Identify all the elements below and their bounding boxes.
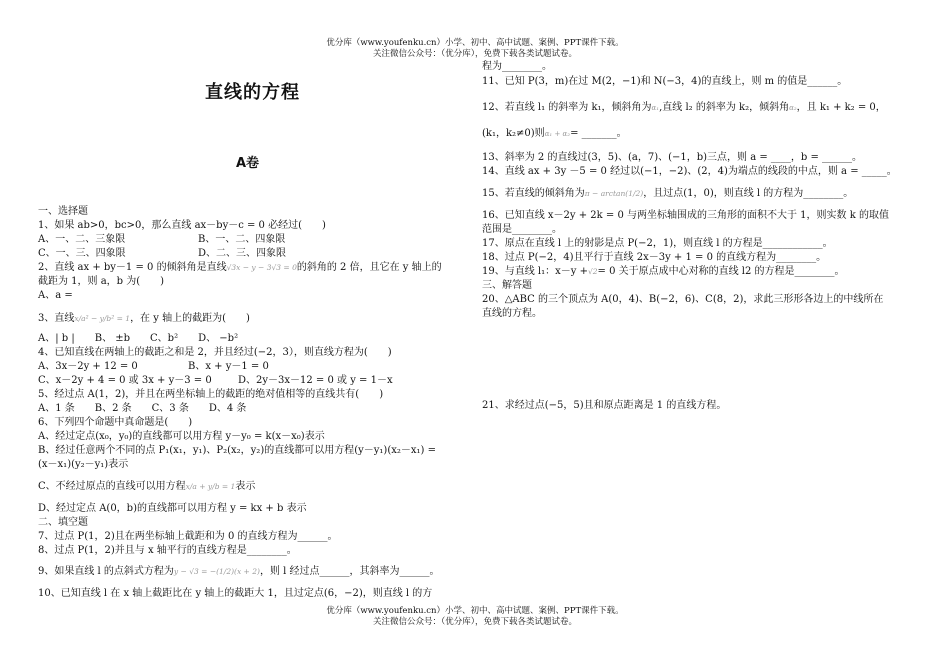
page-header [0, 38, 950, 60]
question-1-options-cd [38, 247, 468, 261]
q1-option-a: A、一、二、三象限 [38, 234, 126, 245]
q3-formula: x/a² − y/b² = 1 [74, 314, 131, 323]
q1-option-b: B、一、二、四象限 [198, 234, 286, 245]
footer-line-2: 关注微信公众号：（优分库），免费下载各类试题试卷。 [372, 617, 577, 627]
question-3 [38, 312, 468, 326]
header-line-1: 优分库（www.youfenku.cn）小学、初中、高中试题、案例、PPT课件下载。 [326, 38, 624, 48]
q15-text: 15、若直线的倾斜角为 [482, 188, 585, 199]
header-line-2: 关注微信公众号：（优分库），免费下载各类试题试卷。 [372, 49, 577, 59]
q19-formula: √2 [587, 267, 598, 276]
section-a-heading: A卷 [236, 156, 260, 171]
q12-alpha2: α₂ [789, 104, 797, 112]
q6-option-d: D、经过定点 A(0，b)的直线都可以用方程 y = kx + b 表示 [38, 503, 307, 514]
question-4: 4、已知直线在两轴上的截距之和是 2，并且经过(−2，3），则直线方程为( ) [38, 347, 392, 358]
question-1: 1、如果 ab>0，bc>0，那么直线 ax－by－c = 0 必经过( ) [38, 220, 326, 231]
question-2 [38, 261, 468, 275]
q12-text: 12、若直线 l₁ 的斜率为 k₁，倾斜角为 [482, 102, 652, 113]
question-21: 21、求经过点(−5，5)且和原点距离是 1 的直线方程。 [482, 400, 727, 411]
question-20: 20、△ABC 的三个顶点为 A(0，4)、B(−2，6)、C(8，2)，求此三形形各边上的中线所在 [482, 294, 884, 305]
q1-option-d: D、二、三、四象限 [198, 248, 287, 259]
q4-option-c: C、x－2y + 4 = 0 或 3x + y－3 = 0 [38, 375, 212, 386]
q12-line2-text: (k₁，k₂≠0)则 [482, 128, 545, 139]
document-title: 直线的方程 [205, 82, 300, 103]
question-12-line-2 [482, 127, 922, 141]
question-9 [38, 565, 468, 579]
q3-text-post: ，在 y 轴上的截距为( ) [130, 313, 250, 324]
question-15 [482, 187, 922, 201]
question-5-options: A、1 条 B、2 条 C、3 条 D、4 条 [38, 403, 247, 414]
q4-option-a: A、3x－2y + 12 = 0 [38, 361, 138, 372]
q2-text-post: 的斜角的 2 倍，且它在 y 轴上的 [296, 262, 442, 273]
q9-text-post: ，则 l 经过点______，其斜率为______。 [259, 566, 440, 577]
section-choice-heading: 一、选择题 [38, 206, 88, 217]
q9-text: 9、如果直线 l 的点斜式方程为 [38, 566, 174, 577]
question-7: 7、过点 P(1，2)且在两坐标轴上截距和为 0 的直线方程为______。 [38, 531, 338, 542]
q12-alpha1: α₁ [651, 104, 660, 112]
question-10: 10、已知直线 l 在 x 轴上截距比在 y 轴上的截距大 1，且过定点(6，−2)，则直线 l 的方 [38, 588, 433, 599]
question-8: 8、过点 P(1，2)并且与 x 轴平行的直线方程是________。 [38, 545, 297, 556]
q2-option-a: A、a = [38, 290, 73, 301]
q6c-text-post: 表示 [235, 481, 256, 492]
q2-formula: √3x − y − 3√3 = 0 [226, 263, 297, 272]
question-6: 6、下列四个命题中真命题是( ) [38, 417, 193, 428]
q15-formula: π − arctan(1/2) [584, 189, 644, 198]
question-4-options-ab [38, 360, 468, 374]
question-5: 5、经过点 A(1，2)，并且在两坐标轴上的截距的绝对值相等的直线共有( ) [38, 389, 384, 400]
question-16-line-2: 范围是________。 [482, 224, 562, 235]
q1-option-c: C、一、三、四象限 [38, 248, 126, 259]
question-13: 13、斜率为 2 的直线过(3，5)、(a，7)、(−1，b)三点，则 a = ____，b = ______。 [482, 152, 863, 163]
q4-option-d: D、2y－3x－12 = 0 或 y = 1－x [238, 375, 393, 386]
question-1-options-ab [38, 233, 468, 247]
q12-line2-formula: α₁ + α₂ [544, 130, 571, 138]
question-17: 17、原点在直线 l 上的射影是点 P(−2，1)，则直线 l 的方程是____________。 [482, 238, 833, 249]
q3-text: 3、直线 [38, 313, 75, 324]
q6c-text: C、不经过原点的直线可以用方程 [38, 481, 186, 492]
q12-line2-post: = _______。 [570, 128, 627, 139]
section-answer-heading: 三、解答题 [482, 280, 532, 291]
question-4-options-cd [38, 374, 468, 388]
q6-option-b-cont: (x－x₁)(y₂－y₁)表示 [38, 459, 129, 470]
q2-text: 2、直线 ax + by－1 = 0 的倾斜角是直线 [38, 262, 227, 273]
q15-text-post: ，且过点(1，0)，则直线 l 的方程为________。 [643, 188, 854, 199]
question-2-line-2: 截距为 1，则 a，b 为( ) [38, 276, 165, 287]
q6-option-b: B、经过任意两个不同的点 P₁(x₁，y₁)、P₂(x₂，y₂)的直线都可以用方程(y－y₁)(x₂－x₁) = [38, 445, 436, 456]
question-18: 18、过点 P(−2，4)且平行于直线 2x－3y + 1 = 0 的直线方程为________。 [482, 252, 827, 263]
q9-formula: y − √3 = −(1/2)(x + 2) [173, 567, 260, 576]
question-3-options: A、| b | B、 ±b C、b² D、 −b² [38, 333, 239, 344]
question-11: 11、已知 P(3，m)在过 M(2，−1)和 N(−3，4)的直线上，则 m 的值是______。 [482, 76, 848, 87]
section-fill-heading: 二、填空题 [38, 517, 88, 528]
page-footer [0, 606, 950, 628]
q6-option-c [38, 480, 468, 494]
q19-text: 19、与直线 l₁：x－y + [482, 266, 588, 277]
q4-option-b: B、x + y－1 = 0 [188, 361, 269, 372]
footer-line-1: 优分库（www.youfenku.cn）小学、初中、高中试题、案例、PPT课件下载。 [326, 606, 624, 616]
left-column [38, 205, 468, 601]
q19-text-post: = 0 关于原点成中心对称的直线 l2 的方程是________。 [597, 266, 845, 277]
q6-option-a: A、经过定点(x₀，y₀)的直线都可以用方程 y－y₀ = k(x－x₀)表示 [38, 431, 325, 442]
q12-text-mid: ,直线 l₂ 的斜率为 k₂，倾斜角 [659, 102, 790, 113]
question-10-cont: 程为________。 [482, 61, 552, 72]
q12-text-post: ，且 k₁ + k₂ = 0， [796, 102, 886, 113]
q6c-formula: x/a + y/b = 1 [185, 482, 236, 491]
question-16: 16、已知直线 x－2y + 2k = 0 与两坐标轴围成的三角形的面积不大于 1，则实数 k 的取值 [482, 210, 889, 221]
right-column [482, 60, 922, 413]
question-12 [482, 101, 922, 115]
question-19 [482, 265, 922, 279]
question-14: 14、直线 ax + 3y －5 = 0 经过以(−1，−2)、(2，4)为端点的线段的中点，则 a = _____。 [482, 166, 897, 177]
question-20-line-2: 直线的方程。 [482, 308, 542, 319]
